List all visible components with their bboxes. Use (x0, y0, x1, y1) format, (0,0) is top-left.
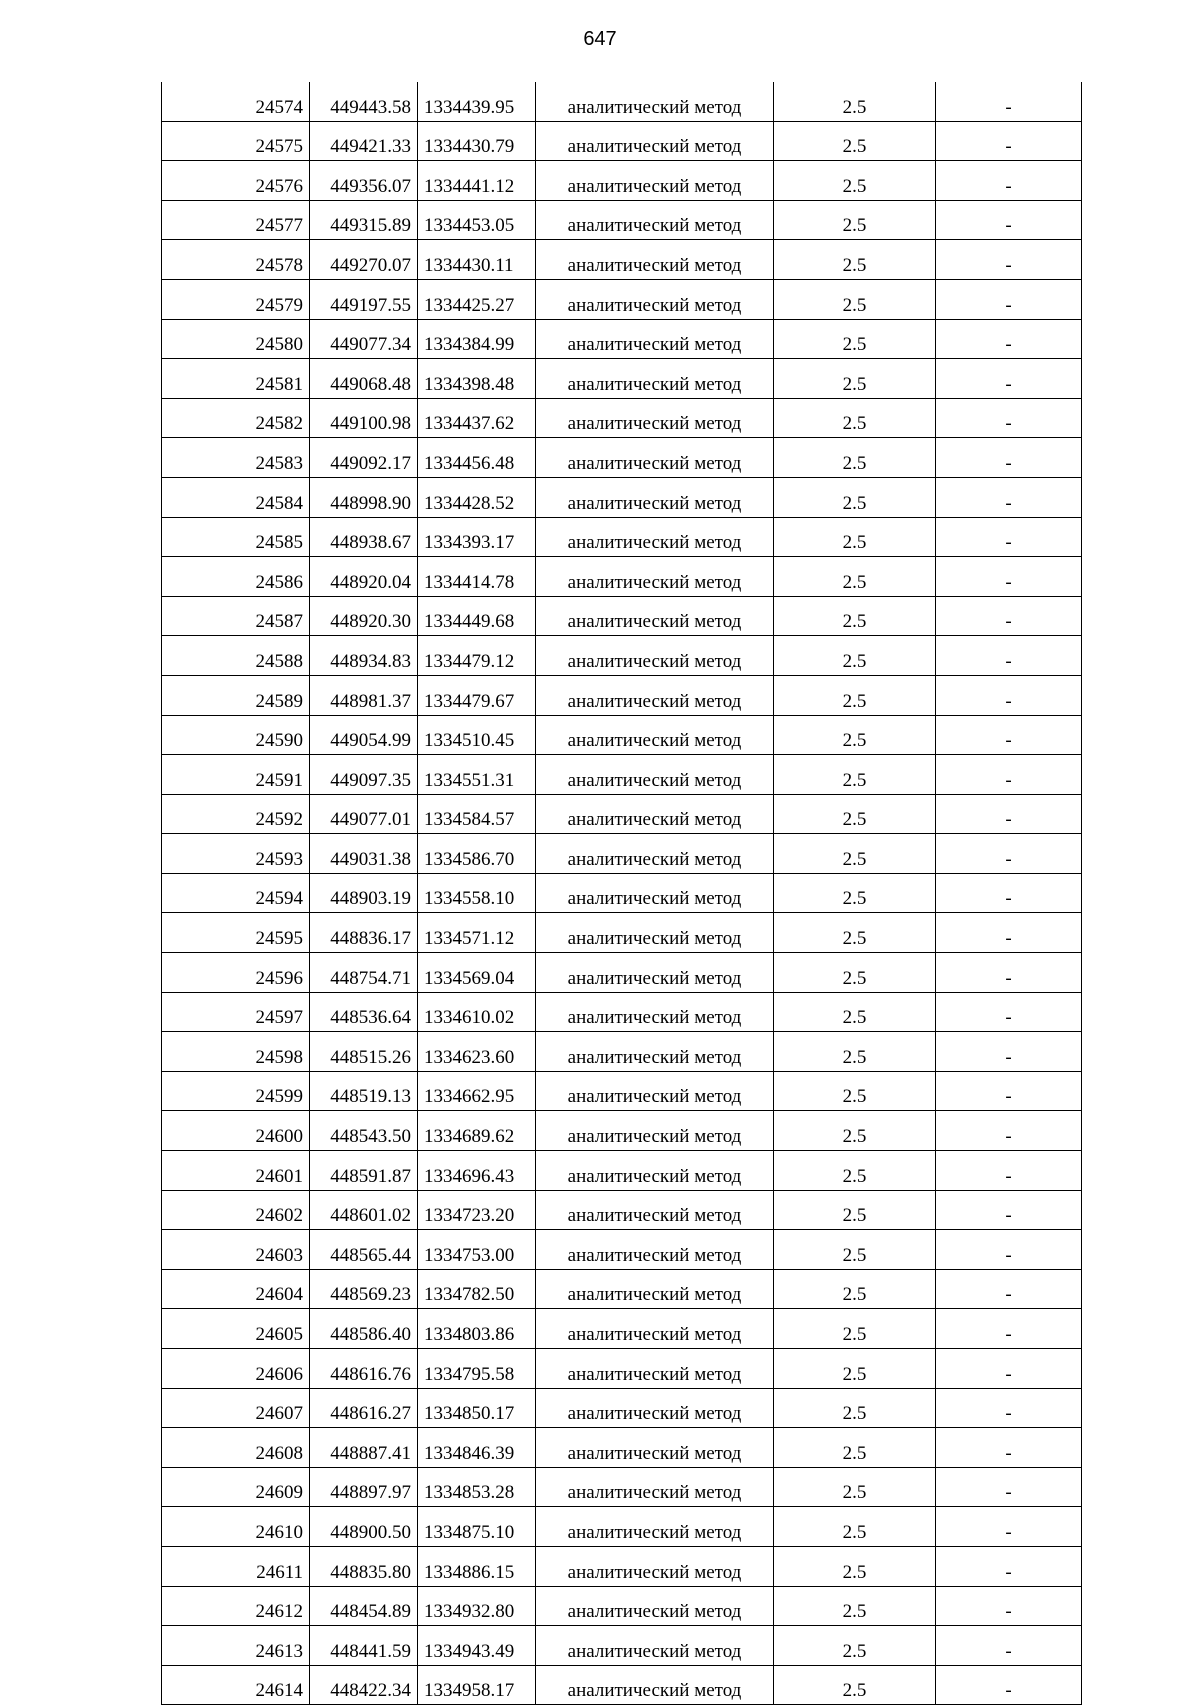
accuracy-cell: 2.5 (774, 517, 936, 557)
method-cell: аналитический метод (536, 82, 774, 121)
method-cell: аналитический метод (536, 715, 774, 755)
accuracy-cell: 2.5 (774, 477, 936, 517)
note-cell: - (936, 1546, 1082, 1586)
x-coordinate-cell: 449270.07 (310, 240, 418, 280)
point-number-cell: 24603 (162, 1230, 310, 1270)
note-cell: - (936, 200, 1082, 240)
note-cell: - (936, 1626, 1082, 1666)
note-cell: - (936, 319, 1082, 359)
method-cell: аналитический метод (536, 834, 774, 874)
accuracy-cell: 2.5 (774, 161, 936, 201)
y-coordinate-cell: 1334569.04 (418, 953, 536, 993)
point-number-cell: 24604 (162, 1269, 310, 1309)
accuracy-cell: 2.5 (774, 873, 936, 913)
method-cell: аналитический метод (536, 319, 774, 359)
table-row (162, 953, 1082, 993)
x-coordinate-cell: 449315.89 (310, 200, 418, 240)
method-cell: аналитический метод (536, 1349, 774, 1389)
accuracy-cell: 2.5 (774, 438, 936, 478)
table-row (162, 557, 1082, 597)
y-coordinate-cell: 1334551.31 (418, 755, 536, 795)
table-row (162, 1190, 1082, 1230)
method-cell: аналитический метод (536, 596, 774, 636)
x-coordinate-cell: 449077.01 (310, 794, 418, 834)
x-coordinate-cell: 449031.38 (310, 834, 418, 874)
accuracy-cell: 2.5 (774, 953, 936, 993)
accuracy-cell: 2.5 (774, 121, 936, 161)
table-row (162, 1032, 1082, 1072)
x-coordinate-cell: 449421.33 (310, 121, 418, 161)
y-coordinate-cell: 1334479.12 (418, 636, 536, 676)
y-coordinate-cell: 1334795.58 (418, 1349, 536, 1389)
y-coordinate-cell: 1334803.86 (418, 1309, 536, 1349)
y-coordinate-cell: 1334846.39 (418, 1428, 536, 1468)
point-number-cell: 24594 (162, 873, 310, 913)
y-coordinate-cell: 1334696.43 (418, 1151, 536, 1191)
x-coordinate-cell: 448897.97 (310, 1467, 418, 1507)
point-number-cell: 24611 (162, 1546, 310, 1586)
note-cell: - (936, 1309, 1082, 1349)
point-number-cell: 24581 (162, 359, 310, 399)
method-cell: аналитический метод (536, 517, 774, 557)
accuracy-cell: 2.5 (774, 1151, 936, 1191)
table-row (162, 477, 1082, 517)
x-coordinate-cell: 449100.98 (310, 398, 418, 438)
point-number-cell: 24575 (162, 121, 310, 161)
x-coordinate-cell: 448422.34 (310, 1665, 418, 1705)
note-cell: - (936, 953, 1082, 993)
accuracy-cell: 2.5 (774, 636, 936, 676)
x-coordinate-cell: 448536.64 (310, 992, 418, 1032)
accuracy-cell: 2.5 (774, 557, 936, 597)
point-number-cell: 24576 (162, 161, 310, 201)
y-coordinate-cell: 1334398.48 (418, 359, 536, 399)
y-coordinate-cell: 1334414.78 (418, 557, 536, 597)
point-number-cell: 24600 (162, 1111, 310, 1151)
y-coordinate-cell: 1334932.80 (418, 1586, 536, 1626)
accuracy-cell: 2.5 (774, 755, 936, 795)
y-coordinate-cell: 1334437.62 (418, 398, 536, 438)
y-coordinate-cell: 1334623.60 (418, 1032, 536, 1072)
accuracy-cell: 2.5 (774, 1309, 936, 1349)
point-number-cell: 24599 (162, 1071, 310, 1111)
note-cell: - (936, 161, 1082, 201)
point-number-cell: 24582 (162, 398, 310, 438)
method-cell: аналитический метод (536, 636, 774, 676)
accuracy-cell: 2.5 (774, 1349, 936, 1389)
table-row (162, 1269, 1082, 1309)
point-number-cell: 24597 (162, 992, 310, 1032)
x-coordinate-cell: 448934.83 (310, 636, 418, 676)
x-coordinate-cell: 449068.48 (310, 359, 418, 399)
table-row (162, 1309, 1082, 1349)
point-number-cell: 24589 (162, 675, 310, 715)
point-number-cell: 24586 (162, 557, 310, 597)
table-row (162, 1111, 1082, 1151)
table-row (162, 794, 1082, 834)
x-coordinate-cell: 448441.59 (310, 1626, 418, 1666)
note-cell: - (936, 1269, 1082, 1309)
method-cell: аналитический метод (536, 992, 774, 1032)
point-number-cell: 24584 (162, 477, 310, 517)
y-coordinate-cell: 1334456.48 (418, 438, 536, 478)
y-coordinate-cell: 1334430.11 (418, 240, 536, 280)
y-coordinate-cell: 1334689.62 (418, 1111, 536, 1151)
y-coordinate-cell: 1334943.49 (418, 1626, 536, 1666)
point-number-cell: 24606 (162, 1349, 310, 1389)
note-cell: - (936, 1349, 1082, 1389)
method-cell: аналитический метод (536, 1388, 774, 1428)
y-coordinate-cell: 1334393.17 (418, 517, 536, 557)
note-cell: - (936, 1111, 1082, 1151)
x-coordinate-cell: 448835.80 (310, 1546, 418, 1586)
table-row (162, 1428, 1082, 1468)
point-number-cell: 24583 (162, 438, 310, 478)
table-row (162, 1151, 1082, 1191)
point-number-cell: 24588 (162, 636, 310, 676)
y-coordinate-cell: 1334782.50 (418, 1269, 536, 1309)
x-coordinate-cell: 448616.27 (310, 1388, 418, 1428)
x-coordinate-cell: 449054.99 (310, 715, 418, 755)
accuracy-cell: 2.5 (774, 1507, 936, 1547)
accuracy-cell: 2.5 (774, 82, 936, 121)
note-cell: - (936, 1230, 1082, 1270)
point-number-cell: 24608 (162, 1428, 310, 1468)
method-cell: аналитический метод (536, 161, 774, 201)
point-number-cell: 24590 (162, 715, 310, 755)
note-cell: - (936, 1507, 1082, 1547)
method-cell: аналитический метод (536, 913, 774, 953)
accuracy-cell: 2.5 (774, 834, 936, 874)
method-cell: аналитический метод (536, 953, 774, 993)
note-cell: - (936, 359, 1082, 399)
accuracy-cell: 2.5 (774, 1071, 936, 1111)
accuracy-cell: 2.5 (774, 992, 936, 1032)
table-row (162, 517, 1082, 557)
x-coordinate-cell: 448903.19 (310, 873, 418, 913)
note-cell: - (936, 82, 1082, 121)
method-cell: аналитический метод (536, 1230, 774, 1270)
x-coordinate-cell: 448565.44 (310, 1230, 418, 1270)
method-cell: аналитический метод (536, 1626, 774, 1666)
method-cell: аналитический метод (536, 557, 774, 597)
accuracy-cell: 2.5 (774, 794, 936, 834)
point-number-cell: 24610 (162, 1507, 310, 1547)
method-cell: аналитический метод (536, 1032, 774, 1072)
note-cell: - (936, 715, 1082, 755)
point-number-cell: 24595 (162, 913, 310, 953)
note-cell: - (936, 1388, 1082, 1428)
y-coordinate-cell: 1334850.17 (418, 1388, 536, 1428)
accuracy-cell: 2.5 (774, 1111, 936, 1151)
point-number-cell: 24591 (162, 755, 310, 795)
method-cell: аналитический метод (536, 1151, 774, 1191)
x-coordinate-cell: 448938.67 (310, 517, 418, 557)
method-cell: аналитический метод (536, 1190, 774, 1230)
method-cell: аналитический метод (536, 1546, 774, 1586)
x-coordinate-cell: 448591.87 (310, 1151, 418, 1191)
y-coordinate-cell: 1334853.28 (418, 1467, 536, 1507)
point-number-cell: 24578 (162, 240, 310, 280)
accuracy-cell: 2.5 (774, 1190, 936, 1230)
accuracy-cell: 2.5 (774, 319, 936, 359)
accuracy-cell: 2.5 (774, 1428, 936, 1468)
y-coordinate-cell: 1334425.27 (418, 279, 536, 319)
accuracy-cell: 2.5 (774, 359, 936, 399)
table-row (162, 715, 1082, 755)
table-row (162, 279, 1082, 319)
point-number-cell: 24579 (162, 279, 310, 319)
note-cell: - (936, 398, 1082, 438)
table-row (162, 913, 1082, 953)
method-cell: аналитический метод (536, 873, 774, 913)
method-cell: аналитический метод (536, 1269, 774, 1309)
accuracy-cell: 2.5 (774, 200, 936, 240)
note-cell: - (936, 240, 1082, 280)
note-cell: - (936, 636, 1082, 676)
method-cell: аналитический метод (536, 477, 774, 517)
method-cell: аналитический метод (536, 1665, 774, 1705)
note-cell: - (936, 1665, 1082, 1705)
note-cell: - (936, 1428, 1082, 1468)
accuracy-cell: 2.5 (774, 1032, 936, 1072)
accuracy-cell: 2.5 (774, 1269, 936, 1309)
accuracy-cell: 2.5 (774, 398, 936, 438)
table-row (162, 359, 1082, 399)
y-coordinate-cell: 1334610.02 (418, 992, 536, 1032)
x-coordinate-cell: 448515.26 (310, 1032, 418, 1072)
x-coordinate-cell: 448519.13 (310, 1071, 418, 1111)
y-coordinate-cell: 1334723.20 (418, 1190, 536, 1230)
note-cell: - (936, 873, 1082, 913)
y-coordinate-cell: 1334662.95 (418, 1071, 536, 1111)
note-cell: - (936, 755, 1082, 795)
note-cell: - (936, 557, 1082, 597)
x-coordinate-cell: 448586.40 (310, 1309, 418, 1349)
point-number-cell: 24574 (162, 82, 310, 121)
x-coordinate-cell: 448454.89 (310, 1586, 418, 1626)
accuracy-cell: 2.5 (774, 1665, 936, 1705)
y-coordinate-cell: 1334886.15 (418, 1546, 536, 1586)
point-number-cell: 24592 (162, 794, 310, 834)
method-cell: аналитический метод (536, 1309, 774, 1349)
note-cell: - (936, 596, 1082, 636)
table-row (162, 1388, 1082, 1428)
table-row (162, 1626, 1082, 1666)
table-row (162, 1467, 1082, 1507)
point-number-cell: 24598 (162, 1032, 310, 1072)
method-cell: аналитический метод (536, 755, 774, 795)
table-row (162, 1546, 1082, 1586)
note-cell: - (936, 1071, 1082, 1111)
x-coordinate-cell: 448754.71 (310, 953, 418, 993)
note-cell: - (936, 675, 1082, 715)
y-coordinate-cell: 1334558.10 (418, 873, 536, 913)
point-number-cell: 24609 (162, 1467, 310, 1507)
x-coordinate-cell: 449197.55 (310, 279, 418, 319)
note-cell: - (936, 438, 1082, 478)
table-row (162, 1349, 1082, 1389)
x-coordinate-cell: 448900.50 (310, 1507, 418, 1547)
point-number-cell: 24587 (162, 596, 310, 636)
table-row (162, 834, 1082, 874)
table-row (162, 319, 1082, 359)
x-coordinate-cell: 448569.23 (310, 1269, 418, 1309)
point-number-cell: 24607 (162, 1388, 310, 1428)
method-cell: аналитический метод (536, 359, 774, 399)
note-cell: - (936, 913, 1082, 953)
note-cell: - (936, 279, 1082, 319)
accuracy-cell: 2.5 (774, 715, 936, 755)
coordinates-table-body (162, 82, 1082, 1705)
table-row (162, 1071, 1082, 1111)
table-row (162, 992, 1082, 1032)
y-coordinate-cell: 1334430.79 (418, 121, 536, 161)
x-coordinate-cell: 448920.04 (310, 557, 418, 597)
x-coordinate-cell: 448543.50 (310, 1111, 418, 1151)
x-coordinate-cell: 448998.90 (310, 477, 418, 517)
table-row (162, 873, 1082, 913)
table-row (162, 1507, 1082, 1547)
note-cell: - (936, 1032, 1082, 1072)
point-number-cell: 24577 (162, 200, 310, 240)
table-row (162, 438, 1082, 478)
table-row (162, 1230, 1082, 1270)
method-cell: аналитический метод (536, 438, 774, 478)
table-row (162, 161, 1082, 201)
method-cell: аналитический метод (536, 121, 774, 161)
table-row (162, 240, 1082, 280)
x-coordinate-cell: 448981.37 (310, 675, 418, 715)
table-row (162, 1586, 1082, 1626)
y-coordinate-cell: 1334571.12 (418, 913, 536, 953)
method-cell: аналитический метод (536, 240, 774, 280)
method-cell: аналитический метод (536, 398, 774, 438)
y-coordinate-cell: 1334449.68 (418, 596, 536, 636)
table-row (162, 755, 1082, 795)
x-coordinate-cell: 448836.17 (310, 913, 418, 953)
accuracy-cell: 2.5 (774, 240, 936, 280)
accuracy-cell: 2.5 (774, 913, 936, 953)
note-cell: - (936, 794, 1082, 834)
y-coordinate-cell: 1334510.45 (418, 715, 536, 755)
method-cell: аналитический метод (536, 794, 774, 834)
accuracy-cell: 2.5 (774, 1230, 936, 1270)
table-row (162, 82, 1082, 121)
point-number-cell: 24614 (162, 1665, 310, 1705)
accuracy-cell: 2.5 (774, 1626, 936, 1666)
method-cell: аналитический метод (536, 1428, 774, 1468)
method-cell: аналитический метод (536, 1071, 774, 1111)
method-cell: аналитический метод (536, 200, 774, 240)
note-cell: - (936, 992, 1082, 1032)
y-coordinate-cell: 1334479.67 (418, 675, 536, 715)
table-row (162, 121, 1082, 161)
note-cell: - (936, 477, 1082, 517)
table-row (162, 398, 1082, 438)
point-number-cell: 24596 (162, 953, 310, 993)
x-coordinate-cell: 449356.07 (310, 161, 418, 201)
x-coordinate-cell: 449097.35 (310, 755, 418, 795)
method-cell: аналитический метод (536, 1467, 774, 1507)
accuracy-cell: 2.5 (774, 1467, 936, 1507)
accuracy-cell: 2.5 (774, 1586, 936, 1626)
point-number-cell: 24580 (162, 319, 310, 359)
y-coordinate-cell: 1334753.00 (418, 1230, 536, 1270)
y-coordinate-cell: 1334453.05 (418, 200, 536, 240)
table-row (162, 675, 1082, 715)
x-coordinate-cell: 448920.30 (310, 596, 418, 636)
table-row (162, 636, 1082, 676)
note-cell: - (936, 834, 1082, 874)
accuracy-cell: 2.5 (774, 279, 936, 319)
method-cell: аналитический метод (536, 1507, 774, 1547)
y-coordinate-cell: 1334958.17 (418, 1665, 536, 1705)
point-number-cell: 24612 (162, 1586, 310, 1626)
x-coordinate-cell: 448616.76 (310, 1349, 418, 1389)
method-cell: аналитический метод (536, 675, 774, 715)
point-number-cell: 24593 (162, 834, 310, 874)
accuracy-cell: 2.5 (774, 1546, 936, 1586)
point-number-cell: 24585 (162, 517, 310, 557)
point-number-cell: 24613 (162, 1626, 310, 1666)
method-cell: аналитический метод (536, 1586, 774, 1626)
y-coordinate-cell: 1334875.10 (418, 1507, 536, 1547)
table-row (162, 1665, 1082, 1705)
method-cell: аналитический метод (536, 1111, 774, 1151)
accuracy-cell: 2.5 (774, 1388, 936, 1428)
x-coordinate-cell: 449443.58 (310, 82, 418, 121)
method-cell: аналитический метод (536, 279, 774, 319)
point-number-cell: 24602 (162, 1190, 310, 1230)
page-number: 647 (583, 28, 617, 50)
note-cell: - (936, 1467, 1082, 1507)
y-coordinate-cell: 1334384.99 (418, 319, 536, 359)
point-number-cell: 24605 (162, 1309, 310, 1349)
y-coordinate-cell: 1334439.95 (418, 82, 536, 121)
accuracy-cell: 2.5 (774, 675, 936, 715)
y-coordinate-cell: 1334428.52 (418, 477, 536, 517)
y-coordinate-cell: 1334586.70 (418, 834, 536, 874)
x-coordinate-cell: 448601.02 (310, 1190, 418, 1230)
table-row (162, 596, 1082, 636)
table-row (162, 200, 1082, 240)
x-coordinate-cell: 449092.17 (310, 438, 418, 478)
point-number-cell: 24601 (162, 1151, 310, 1191)
y-coordinate-cell: 1334441.12 (418, 161, 536, 201)
accuracy-cell: 2.5 (774, 596, 936, 636)
x-coordinate-cell: 449077.34 (310, 319, 418, 359)
note-cell: - (936, 1586, 1082, 1626)
coordinates-table (161, 82, 1082, 1705)
note-cell: - (936, 517, 1082, 557)
note-cell: - (936, 1151, 1082, 1191)
note-cell: - (936, 121, 1082, 161)
x-coordinate-cell: 448887.41 (310, 1428, 418, 1468)
y-coordinate-cell: 1334584.57 (418, 794, 536, 834)
note-cell: - (936, 1190, 1082, 1230)
